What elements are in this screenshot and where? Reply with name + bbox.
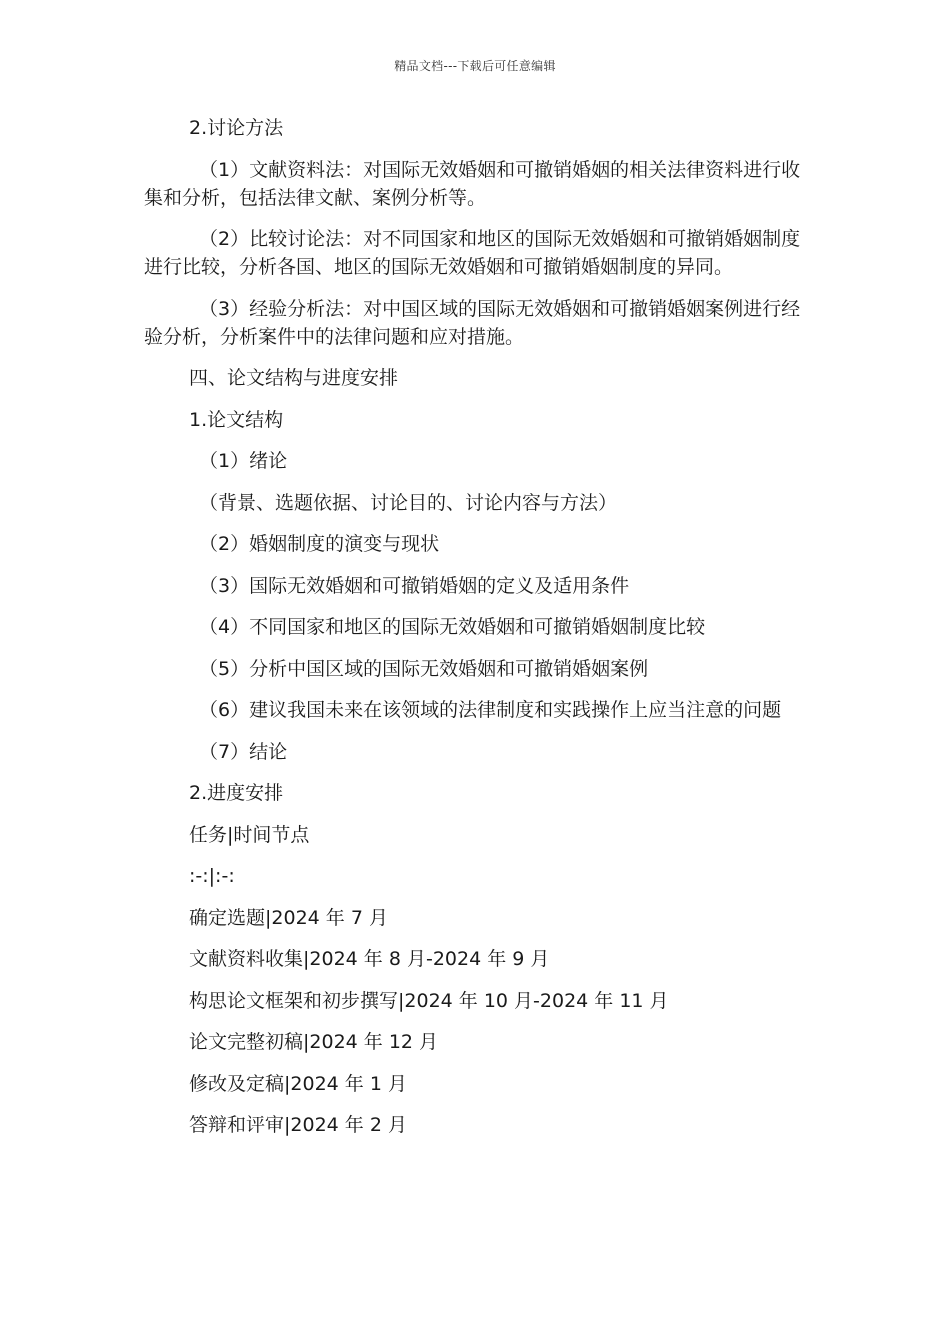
schedule-row: :-:|:-: [189,865,235,887]
structure-item: （背景、选题依据、讨论目的、讨论内容与方法） [199,491,618,514]
document-body [144,114,808,1153]
structure-item: （2）婚姻制度的演变与现状 [199,533,440,555]
structure-item: （5）分析中国区域的国际无效婚姻和可撤销婚姻案例 [199,657,649,680]
schedule-row: 构思论文框架和初步撰写|2024 年 10 月-2024 年 11 月 [189,989,669,1012]
schedule-row: 修改及定稿|2024 年 1 月 [189,1072,407,1095]
structure-item: （7）结论 [199,740,288,763]
schedule-row: 任务|时间节点 [189,823,310,846]
schedule-row: 文献资料收集|2024 年 8 月-2024 年 9 月 [189,948,550,970]
schedule-row: 论文完整初稿|2024 年 12 月 [189,1031,439,1053]
method-heading: 2.讨论方法 [189,117,284,139]
structure-item: （6）建议我国未来在该领域的法律制度和实践操作上应当注意的问题 [199,699,782,721]
structure-item: （4）不同国家和地区的国际无效婚姻和可撤销婚姻制度比较 [199,616,706,638]
schedule-row: 答辩和评审|2024 年 2 月 [189,1114,407,1136]
structure-heading: 1.论文结构 [189,408,284,431]
schedule-heading: 2.进度安排 [189,782,284,804]
section-heading-structure-schedule: 四、论文结构与进度安排 [189,367,399,389]
structure-item: （1）绪论 [199,450,288,472]
method-paragraph-comparison: （2）比较讨论法：对不同国家和地区的国际无效婚姻和可撤销婚姻制度进行比较，分析各国、地区的国际无效婚姻和可撤销婚姻制度的异同。 [144,228,801,278]
method-paragraph-literature: （1）文献资料法：对国际无效婚姻和可撤销婚姻的相关法律资料进行收集和分析，包括法律文献、案例分析等。 [144,158,801,209]
page-header: 精品文档---下载后可任意编辑 [394,59,556,73]
method-paragraph-empirical: （3）经验分析法：对中国区域的国际无效婚姻和可撤销婚姻案例进行经验分析，分析案件中的法律问题和应对措施。 [144,297,801,348]
structure-item: （3）国际无效婚姻和可撤销婚姻的定义及适用条件 [199,574,630,597]
schedule-row: 确定选题|2024 年 7 月 [189,906,388,929]
